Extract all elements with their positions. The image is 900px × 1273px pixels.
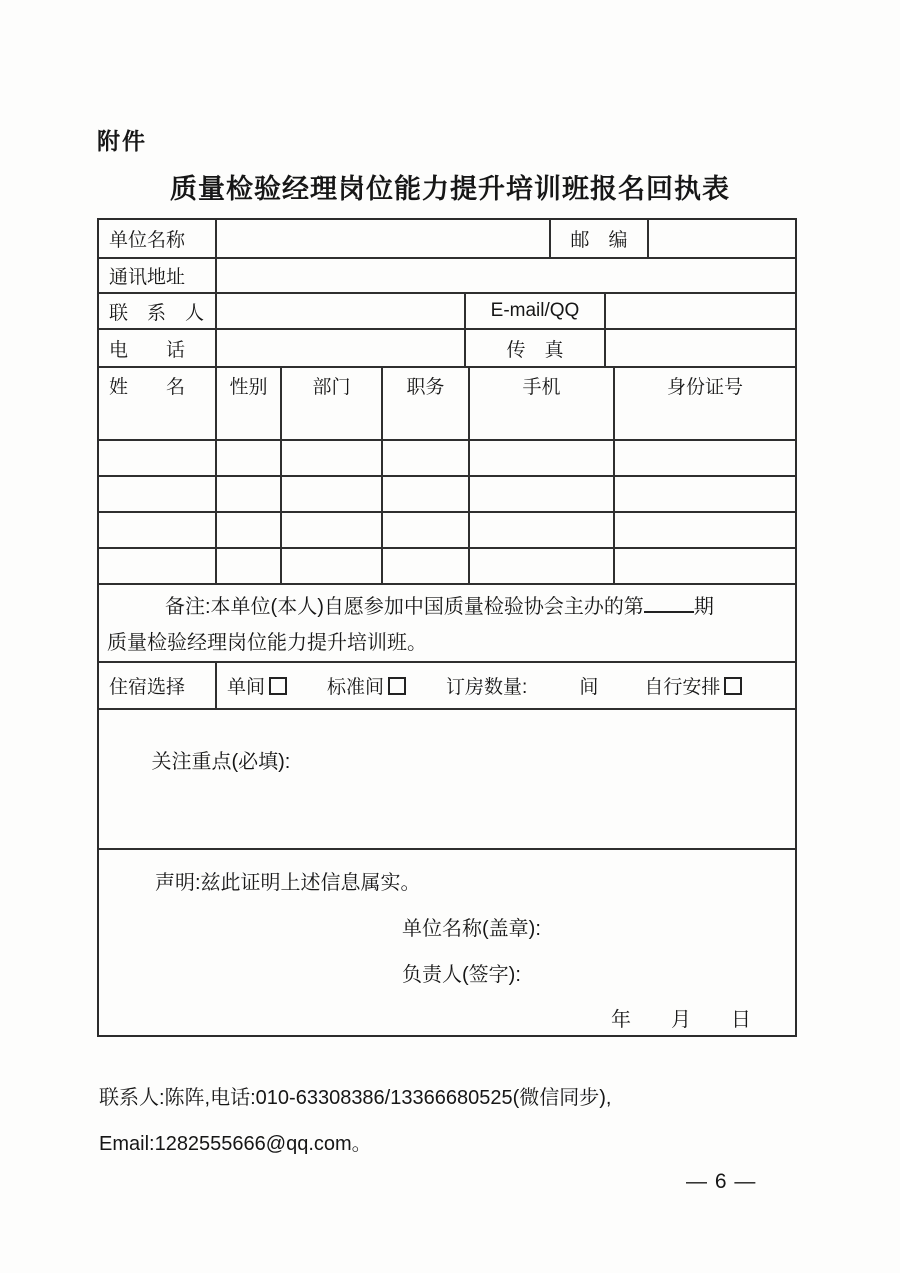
remark-text-line2: 质量检验经理岗位能力提升培训班。 bbox=[107, 632, 427, 654]
roster-empty-cell bbox=[280, 403, 381, 439]
roster-empty-cell bbox=[99, 403, 215, 439]
unit-name-row bbox=[99, 220, 795, 257]
declaration-statement: 声明:兹此证明上述信息属实。 bbox=[155, 872, 421, 894]
fax-label: 传 真 bbox=[464, 330, 604, 366]
single-room-label: 单间 bbox=[227, 677, 266, 698]
declaration-row bbox=[99, 848, 795, 1035]
remark-cell bbox=[99, 585, 795, 661]
registration-table bbox=[97, 218, 797, 1037]
roster-empty-cell bbox=[280, 513, 381, 547]
department-header: 部门 bbox=[280, 368, 381, 403]
page-number: — 6 — bbox=[686, 1170, 757, 1193]
roster-empty-cell bbox=[381, 403, 468, 439]
contact-info-line1: 联系人:陈阵,电话:010-63308386/13366680525(微信同步), bbox=[99, 1087, 612, 1109]
standard-room-checkbox bbox=[388, 677, 406, 695]
email-qq-label: E-mail/QQ bbox=[464, 294, 604, 328]
phone-row bbox=[99, 328, 795, 366]
roster-empty-cell bbox=[613, 441, 795, 475]
roster-empty-row bbox=[99, 475, 795, 511]
roster-empty-cell bbox=[381, 477, 468, 511]
self-arrange-option bbox=[644, 672, 742, 699]
roster-empty-cell bbox=[99, 549, 215, 583]
phone-label: 电 话 bbox=[109, 339, 186, 361]
remark-row bbox=[99, 583, 795, 661]
contact-person-label: 联 系 人 bbox=[109, 302, 205, 324]
focus-cell bbox=[99, 710, 795, 848]
remark-suffix: 期 bbox=[693, 596, 714, 618]
focus-label: 关注重点(必填): bbox=[151, 751, 291, 773]
remark-text-line1 bbox=[107, 589, 787, 625]
standard-room-label: 标准间 bbox=[327, 677, 385, 698]
roster-empty-row bbox=[99, 547, 795, 583]
remark-prefix: 备注:本单位(本人)自愿参加中国质量检验协会主办的第 bbox=[165, 596, 644, 618]
mailing-address-row bbox=[99, 257, 795, 292]
declaration-cell bbox=[99, 850, 795, 1035]
mailing-address-label: 通讯地址 bbox=[109, 267, 186, 288]
roster-empty-cell bbox=[381, 441, 468, 475]
fax-field bbox=[604, 330, 795, 366]
roster-empty-cell bbox=[215, 513, 280, 547]
roster-empty-cell bbox=[99, 477, 215, 511]
unit-name-label: 单位名称 bbox=[109, 230, 186, 251]
mobile-header: 手机 bbox=[468, 368, 613, 403]
standard-room-option bbox=[327, 672, 406, 699]
attachment-label: 附件 bbox=[97, 128, 147, 154]
roster-empty-cell bbox=[468, 549, 613, 583]
roster-empty-cell bbox=[99, 513, 215, 547]
roster-empty-cell bbox=[381, 549, 468, 583]
position-header: 职务 bbox=[381, 368, 468, 403]
org-seal-line: 单位名称(盖章): bbox=[402, 918, 541, 940]
roster-empty-row bbox=[99, 511, 795, 547]
gender-header: 性别 bbox=[215, 368, 280, 403]
postal-code-field bbox=[647, 220, 795, 257]
accommodation-row bbox=[99, 661, 795, 708]
date-line: 年 月 日 bbox=[611, 1009, 751, 1031]
roster-empty-cell bbox=[215, 549, 280, 583]
roster-empty-cell bbox=[215, 441, 280, 475]
contact-info-line2: Email:1282555666@qq.com。 bbox=[99, 1133, 372, 1155]
self-arrange-checkbox bbox=[724, 677, 742, 695]
accommodation-label: 住宿选择 bbox=[109, 677, 186, 698]
issue-number-blank bbox=[644, 591, 694, 613]
roster-empty-cell bbox=[99, 441, 215, 475]
accommodation-options bbox=[215, 663, 795, 708]
roster-empty-cell bbox=[280, 441, 381, 475]
roster-empty-cell bbox=[215, 477, 280, 511]
roster-empty-row bbox=[99, 403, 795, 439]
unit-name-field bbox=[215, 220, 549, 257]
roster-empty-cell bbox=[468, 513, 613, 547]
roster-empty-cell bbox=[468, 441, 613, 475]
roster-empty-cell bbox=[280, 477, 381, 511]
form-title: 质量检验经理岗位能力提升培训班报名回执表 bbox=[170, 174, 730, 204]
contact-person-field bbox=[215, 294, 464, 328]
contact-person-row bbox=[99, 292, 795, 328]
roster-empty-row bbox=[99, 439, 795, 475]
roster-empty-cell bbox=[280, 549, 381, 583]
room-unit-label: 间 bbox=[579, 677, 599, 698]
room-count-label: 订房数量: bbox=[446, 677, 528, 698]
roster-empty-cell bbox=[468, 477, 613, 511]
roster-empty-cell bbox=[381, 513, 468, 547]
signer-line: 负责人(签字): bbox=[402, 964, 521, 986]
roster-empty-cell bbox=[613, 549, 795, 583]
roster-empty-cell bbox=[613, 403, 795, 439]
postal-code-label: 邮 编 bbox=[549, 220, 647, 257]
single-room-checkbox bbox=[269, 677, 287, 695]
id-number-header: 身份证号 bbox=[613, 368, 795, 403]
single-room-option bbox=[227, 672, 287, 699]
self-arrange-label: 自行安排 bbox=[644, 677, 721, 698]
roster-empty-cell bbox=[468, 403, 613, 439]
roster-header-row bbox=[99, 366, 795, 403]
mailing-address-field bbox=[215, 259, 795, 292]
name-header: 姓 名 bbox=[109, 377, 186, 398]
phone-field bbox=[215, 330, 464, 366]
email-qq-field bbox=[604, 294, 795, 328]
focus-row bbox=[99, 708, 795, 848]
roster-empty-cell bbox=[215, 403, 280, 439]
roster-empty-cell bbox=[613, 513, 795, 547]
roster-empty-cell bbox=[613, 477, 795, 511]
